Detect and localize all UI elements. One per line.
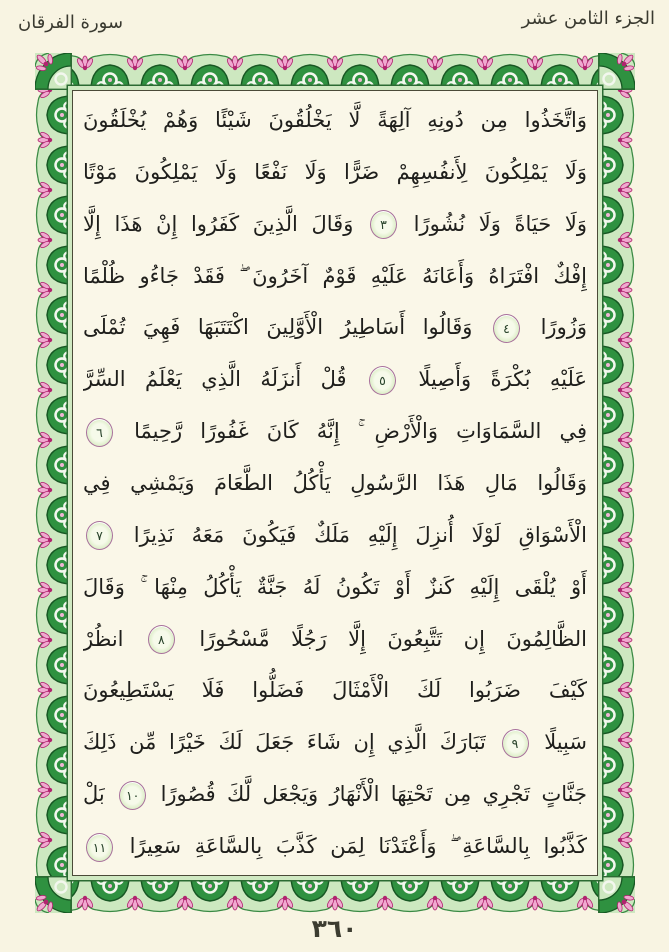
ayah-text: إِفْكٌ افْتَرَاهُ وَأَعَانَهُ عَلَيْهِ قَوْمٌ آخَرُونَ ۖ فَقَدْ جَاءُو ظُلْمًا: [83, 263, 587, 288]
ayah-end-marker: ١١: [86, 833, 113, 862]
frame-corner-flower-icon: [598, 876, 635, 913]
ayah-text: قُلْ أَنزَلَهُ الَّذِي يَعْلَمُ السِّرَّ: [83, 367, 347, 392]
quran-line: [83, 302, 587, 354]
ayah-text: فِي السَّمَاوَاتِ وَالْأَرْضِ ۚ إِنَّهُ كَانَ غَفُورًا رَّحِيمًا: [134, 419, 587, 444]
ayah-text: الْأَسْوَاقِ لَوْلَا أُنزِلَ إِلَيْهِ مَلَكٌ فَيَكُونَ مَعَهُ نَذِيرًا: [133, 522, 587, 547]
quran-line: [83, 147, 587, 199]
ayah-text: الظَّالِمُونَ إِن تَتَّبِعُونَ إِلَّا رَجُلًا مَّسْحُورًا: [199, 626, 587, 651]
surah-title: سورة الفرقان: [18, 12, 124, 33]
quran-line: [83, 510, 587, 562]
juz-title: الجزء الثامن عشر: [521, 8, 655, 29]
ayah-text: انظُرْ: [83, 626, 124, 651]
ayah-text: تَبَارَكَ الَّذِي إِن شَاءَ جَعَلَ لَكَ خَيْرًا مِّن ذَلِكَ: [83, 730, 486, 755]
quran-line: [83, 458, 587, 510]
quran-line: [83, 251, 587, 303]
quran-line: [83, 614, 587, 666]
quran-line: [83, 769, 587, 821]
ayah-end-marker: ١٠: [119, 781, 146, 810]
ayah-text: وَلَا حَيَاةً وَلَا نُشُورًا: [413, 211, 587, 236]
ayah-text: وَقَالُوا مَالِ هَذَا الرَّسُولِ يَأْكُلُ الطَّعَامَ وَيَمْشِي فِي: [83, 471, 587, 496]
ayah-text: أَوْ يُلْقَى إِلَيْهِ كَنزٌ أَوْ تَكُونُ لَهُ جَنَّةٌ يَأْكُلُ مِنْهَا ۚ وَقَالَ: [83, 574, 587, 599]
ayah-text: بَلْ: [83, 782, 105, 807]
ayah-text: جَنَّاتٍ تَجْرِي مِن تَحْتِهَا الْأَنْهَارُ وَيَجْعَل لَّكَ قُصُورًا: [160, 782, 587, 807]
quran-line: [83, 354, 587, 406]
ayah-end-marker: ٥: [369, 366, 396, 395]
ornamental-border-right: [598, 90, 635, 876]
ayah-text: وَزُورًا: [540, 315, 587, 340]
quran-text-panel: [72, 90, 598, 876]
ayah-text: كَيْفَ ضَرَبُوا لَكَ الْأَمْثَالَ فَضَلُّوا فَلَا يَسْتَطِيعُونَ: [83, 678, 587, 703]
quran-line: [83, 199, 587, 251]
quran-line: [83, 562, 587, 614]
ornamental-border-bottom: [35, 876, 635, 913]
ornamental-border-top: [35, 53, 635, 90]
ayah-text: وَقَالَ الَّذِينَ كَفَرُوا إِنْ هَذَا إِلَّا: [83, 211, 354, 236]
ayah-text: عَلَيْهِ بُكْرَةً وَأَصِيلًا: [418, 367, 587, 392]
ayah-text: وَلَا يَمْلِكُونَ لِأَنفُسِهِمْ ضَرًّا وَلَا نَفْعًا وَلَا يَمْلِكُونَ مَوْتًا: [83, 159, 587, 184]
frame-corner-flower-icon: [598, 53, 635, 90]
ayah-end-marker: ٤: [493, 314, 520, 343]
ornamental-frame: [35, 53, 635, 913]
page-number: ٣٦٠: [311, 914, 358, 943]
ayah-text: وَقَالُوا أَسَاطِيرُ الْأَوَّلِينَ اكْتَتَبَهَا فَهِيَ تُمْلَى: [83, 315, 473, 340]
ayah-end-marker: ٧: [86, 521, 113, 550]
quran-line: [83, 95, 587, 147]
ayah-text: وَاتَّخَذُوا مِن دُونِهِ آلِهَةً لَّا يَخْلُقُونَ شَيْئًا وَهُمْ يُخْلَقُونَ: [83, 108, 587, 132]
ayah-end-marker: ٨: [148, 625, 175, 654]
quran-line: [83, 406, 587, 458]
quran-line: [83, 665, 587, 717]
ornamental-border-left: [35, 90, 72, 876]
ayah-end-marker: ٩: [502, 729, 529, 758]
frame-corner-flower-icon: [35, 876, 72, 913]
frame-corner-flower-icon: [35, 53, 72, 90]
ayah-text: كَذَّبُوا بِالسَّاعَةِ ۖ وَأَعْتَدْنَا لِمَن كَذَّبَ بِالسَّاعَةِ سَعِيرًا: [129, 834, 587, 859]
ayah-text: سَبِيلًا: [544, 730, 587, 755]
quran-line: [83, 717, 587, 769]
ayah-end-marker: ٣: [370, 210, 397, 239]
ayah-end-marker: ٦: [86, 418, 113, 447]
quran-line: [83, 821, 587, 873]
